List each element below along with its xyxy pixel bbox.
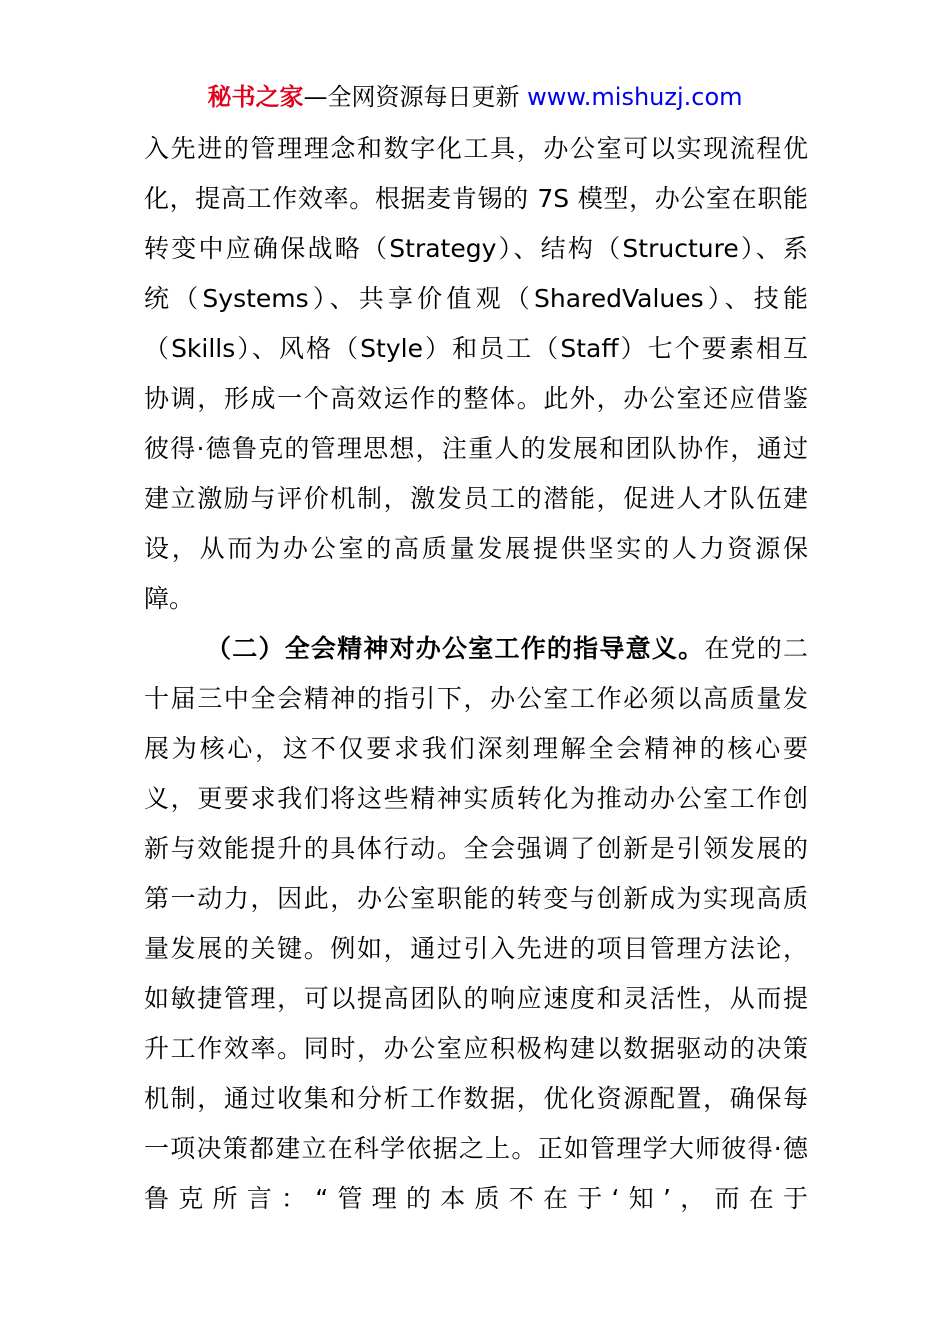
text-line: 展为核心，这不仅要求我们深刻理解全会精神的核心要 xyxy=(144,734,808,763)
paragraph-1 xyxy=(144,126,808,626)
site-url-link[interactable]: www.mishuzj.com xyxy=(527,83,743,111)
text-line: 彼得·德鲁克的管理思想，注重人的发展和团队协作，通过 xyxy=(144,434,808,463)
document-body xyxy=(144,126,808,1226)
text-line: 鲁克所言：“管理的本质不在于‘知’，而在于 xyxy=(144,1184,808,1213)
text-line: 新与效能提升的具体行动。全会强调了创新是引领发展的 xyxy=(144,834,808,863)
text-line: 一项决策都建立在科学依据之上。正如管理学大师彼得·德 xyxy=(144,1134,808,1163)
section-heading: （二）全会精神对办公室工作的指导意义。 xyxy=(206,634,705,663)
site-brand: 秘书之家 xyxy=(207,83,304,111)
text-line xyxy=(144,626,808,676)
text-line: 协调，形成一个高效运作的整体。此外，办公室还应借鉴 xyxy=(144,384,808,413)
text-line: 建立激励与评价机制，激发员工的潜能，促进人才队伍建 xyxy=(144,484,808,513)
text-line: 量发展的关键。例如，通过引入先进的项目管理方法论， xyxy=(144,934,808,963)
text-line: 转变中应确保战略（Strategy）、结构（Structure）、系 xyxy=(144,234,808,263)
text-line: 化，提高工作效率。根据麦肯锡的 7S 模型，办公室在职能 xyxy=(144,184,808,213)
text-line: 入先进的管理理念和数字化工具，办公室可以实现流程优 xyxy=(144,134,808,163)
site-tagline: —全网资源每日更新 xyxy=(303,83,528,111)
paragraph-2 xyxy=(144,626,808,1226)
text-line: 机制，通过收集和分析工作数据，优化资源配置，确保每 xyxy=(144,1084,808,1113)
text-line: 设，从而为办公室的高质量发展提供坚实的人力资源保 xyxy=(144,534,808,563)
text-line: 如敏捷管理，可以提高团队的响应速度和灵活性，从而提 xyxy=(144,984,808,1013)
text-line: 障。 xyxy=(144,584,195,613)
text-line: 十届三中全会精神的指引下，办公室工作必须以高质量发 xyxy=(144,684,808,713)
text-line: 升工作效率。同时，办公室应积极构建以数据驱动的决策 xyxy=(144,1034,808,1063)
text-run: 在党的二 xyxy=(704,634,808,663)
text-line: 统（Systems）、共享价值观（SharedValues）、技能 xyxy=(144,284,808,313)
text-line: 义，更要求我们将这些精神实质转化为推动办公室工作创 xyxy=(144,784,808,813)
site-header xyxy=(0,80,950,114)
text-line: （Skills）、风格（Style）和员工（Staff）七个要素相互 xyxy=(144,334,808,363)
text-line: 第一动力，因此，办公室职能的转变与创新成为实现高质 xyxy=(144,884,808,913)
